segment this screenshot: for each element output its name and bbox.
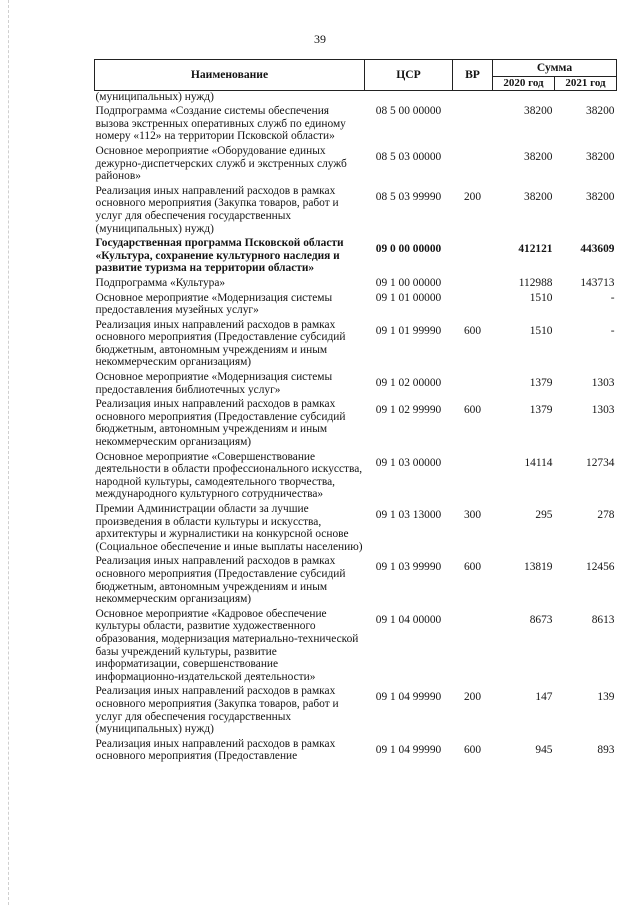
row-sum-2021: 139 bbox=[597, 691, 615, 704]
row-vr: 600 bbox=[463, 404, 482, 417]
row-csr: 09 1 04 99990 bbox=[375, 691, 442, 704]
row-name: Реализация иных направлений расходов в рамках основного мероприятия (Предоставление субсидий бюджетным, автономным учреждениям и иным некоммерческим организациям) bbox=[95, 398, 346, 449]
table-row bbox=[95, 451, 617, 503]
row-name: Реализация иных направлений расходов в рамках основного мероприятия (Предоставление bbox=[95, 737, 336, 763]
table-row bbox=[95, 319, 617, 371]
row-sum-2021: 12734 bbox=[586, 456, 615, 469]
row-name: Государственная программа Псковской области «Культура, сохранение культурного наследия и развитие туризма на территории области» bbox=[95, 237, 344, 275]
row-sum-2020: 14114 bbox=[524, 456, 553, 469]
row-vr: 600 bbox=[463, 743, 482, 756]
row-vr bbox=[453, 451, 493, 503]
header-name: Наименование bbox=[95, 60, 365, 91]
row-csr: 09 1 03 13000 bbox=[375, 509, 442, 521]
row-name: (муниципальных) нужд) bbox=[95, 90, 214, 103]
header-year-2021: 2021 год bbox=[555, 77, 617, 91]
row-vr bbox=[453, 608, 493, 686]
row-csr bbox=[365, 90, 453, 105]
row-name: Основное мероприятие «Модернизация системы предоставления библиотечных услуг» bbox=[95, 371, 333, 396]
row-sum-2020: 38200 bbox=[524, 190, 553, 203]
row-sum-2021: - bbox=[610, 291, 615, 304]
table-row bbox=[95, 185, 617, 237]
row-name: Реализация иных направлений расходов в рамках основного мероприятия (Предоставление субсидий бюджетным, автономным учреждениям и иным некоммерческим организациям) bbox=[95, 555, 346, 606]
table-header bbox=[95, 60, 617, 91]
header-vr: ВР bbox=[453, 60, 493, 91]
row-sum-2021: 1303 bbox=[591, 377, 615, 390]
row-name: Основное мероприятие «Модернизация системы предоставления музейных услуг» bbox=[95, 291, 333, 317]
row-vr bbox=[453, 105, 493, 145]
row-name: Основное мероприятие «Оборудование единых дежурно-диспетчерских служб и экстренных служб районов» bbox=[95, 144, 347, 183]
row-name: Подпрограмма «Создание системы обеспечения вызова экстренных оперативных служб по единому номеру «112» на территории Псковской области» bbox=[95, 105, 346, 143]
row-vr: 300 bbox=[463, 509, 482, 521]
row-csr: 09 1 03 00000 bbox=[375, 456, 442, 469]
row-vr bbox=[453, 145, 493, 185]
table-row bbox=[95, 277, 617, 292]
row-vr bbox=[453, 371, 493, 398]
row-sum-2021 bbox=[555, 90, 617, 105]
row-name: Премии Администрации области за лучшие произведения в области культуры и искусства, архитектуры и журналистики на конкурсной основе (Социальное обеспечение и иные выплаты населению) bbox=[95, 503, 363, 553]
row-sum-2020: 945 bbox=[535, 743, 553, 756]
row-vr: 600 bbox=[463, 324, 482, 337]
row-vr bbox=[453, 237, 493, 277]
row-sum-2020: 38200 bbox=[524, 105, 553, 118]
row-sum-2021: 38200 bbox=[586, 150, 615, 163]
table-row bbox=[95, 105, 617, 145]
budget-table bbox=[94, 59, 617, 765]
row-csr: 09 0 00 00000 bbox=[375, 243, 442, 256]
row-vr: 600 bbox=[463, 561, 482, 574]
page-number: 39 bbox=[314, 32, 326, 46]
row-sum-2020: 1379 bbox=[529, 377, 553, 390]
row-vr: 200 bbox=[463, 691, 482, 704]
row-vr bbox=[453, 292, 493, 319]
budget-table-wrap bbox=[94, 59, 616, 765]
row-sum-2020: 1379 bbox=[529, 404, 553, 417]
row-sum-2020: 412121 bbox=[518, 243, 553, 256]
row-name: Основное мероприятие «Совершенствование деятельности в области профессионального искусства, народной культуры, самодеятельного творчества, международного культурного сотрудничества» bbox=[95, 450, 363, 501]
row-name: Реализация иных направлений расходов в рамках основного мероприятия (Предоставление субсидий бюджетным, автономным учреждениям и иным некоммерческим организациям) bbox=[95, 318, 346, 369]
table-row bbox=[95, 237, 617, 277]
table-row bbox=[95, 145, 617, 185]
row-csr: 09 1 04 00000 bbox=[375, 613, 442, 626]
row-sum-2021: 8613 bbox=[591, 613, 615, 626]
table-row bbox=[95, 608, 617, 686]
row-csr: 09 1 01 99990 bbox=[375, 324, 442, 337]
row-sum-2021: - bbox=[610, 324, 615, 337]
row-sum-2021: 38200 bbox=[586, 190, 615, 203]
table-row bbox=[95, 398, 617, 450]
row-vr: 200 bbox=[463, 190, 482, 203]
table-row bbox=[95, 738, 617, 765]
table-row bbox=[95, 292, 617, 319]
row-sum-2021: 1303 bbox=[591, 404, 615, 417]
row-name: Реализация иных направлений расходов в рамках основного мероприятия (Закупка товаров, работ и услуг для обеспечения государственных (муниципальных) нужд) bbox=[95, 685, 339, 736]
row-csr: 09 1 02 99990 bbox=[375, 404, 442, 417]
row-name: Реализация иных направлений расходов в рамках основного мероприятия (Закупка товаров, работ и услуг для обеспечения государственных (муниципальных) нужд) bbox=[95, 184, 339, 235]
row-name: Основное мероприятие «Кадровое обеспечение культуры области, развитие художественного образования, модернизация материально-технической базы учреждений культуры, развитие информатизации, совершенствование информационно-издательской деятельности» bbox=[95, 607, 359, 683]
row-csr: 08 5 03 00000 bbox=[375, 150, 442, 163]
header-year-2020: 2020 год bbox=[493, 77, 555, 91]
row-csr: 08 5 03 99990 bbox=[375, 190, 442, 203]
table-row bbox=[95, 555, 617, 607]
row-sum-2020: 112988 bbox=[518, 276, 553, 289]
row-csr: 09 1 04 99990 bbox=[375, 743, 442, 756]
row-sum-2020: 147 bbox=[535, 691, 553, 704]
table-row bbox=[95, 503, 617, 555]
row-sum-2020 bbox=[493, 90, 555, 105]
header-csr: ЦСР bbox=[365, 60, 453, 91]
scan-edge bbox=[8, 0, 9, 905]
row-csr: 09 1 01 00000 bbox=[375, 291, 442, 304]
row-vr bbox=[453, 277, 493, 292]
row-sum-2021: 278 bbox=[597, 509, 615, 521]
row-sum-2020: 295 bbox=[535, 509, 553, 521]
row-sum-2020: 1510 bbox=[529, 291, 553, 304]
row-sum-2020: 38200 bbox=[524, 150, 553, 163]
table-body bbox=[95, 90, 617, 765]
header-sum: Сумма bbox=[493, 60, 617, 77]
table-row bbox=[95, 90, 617, 105]
table-row bbox=[95, 685, 617, 737]
row-csr: 08 5 00 00000 bbox=[375, 105, 442, 118]
row-sum-2020: 8673 bbox=[529, 613, 553, 626]
row-sum-2021: 443609 bbox=[580, 243, 615, 256]
row-sum-2021: 143713 bbox=[580, 276, 615, 289]
row-sum-2021: 12456 bbox=[586, 561, 615, 574]
row-sum-2021: 38200 bbox=[586, 105, 615, 118]
table-row bbox=[95, 371, 617, 398]
row-vr bbox=[453, 90, 493, 105]
row-csr: 09 1 00 00000 bbox=[375, 276, 442, 289]
row-sum-2020: 1510 bbox=[529, 324, 553, 337]
row-csr: 09 1 02 00000 bbox=[375, 377, 442, 390]
row-sum-2021: 893 bbox=[597, 743, 615, 756]
row-csr: 09 1 03 99990 bbox=[375, 561, 442, 574]
row-name: Подпрограмма «Культура» bbox=[95, 276, 226, 289]
row-sum-2020: 13819 bbox=[524, 561, 553, 574]
